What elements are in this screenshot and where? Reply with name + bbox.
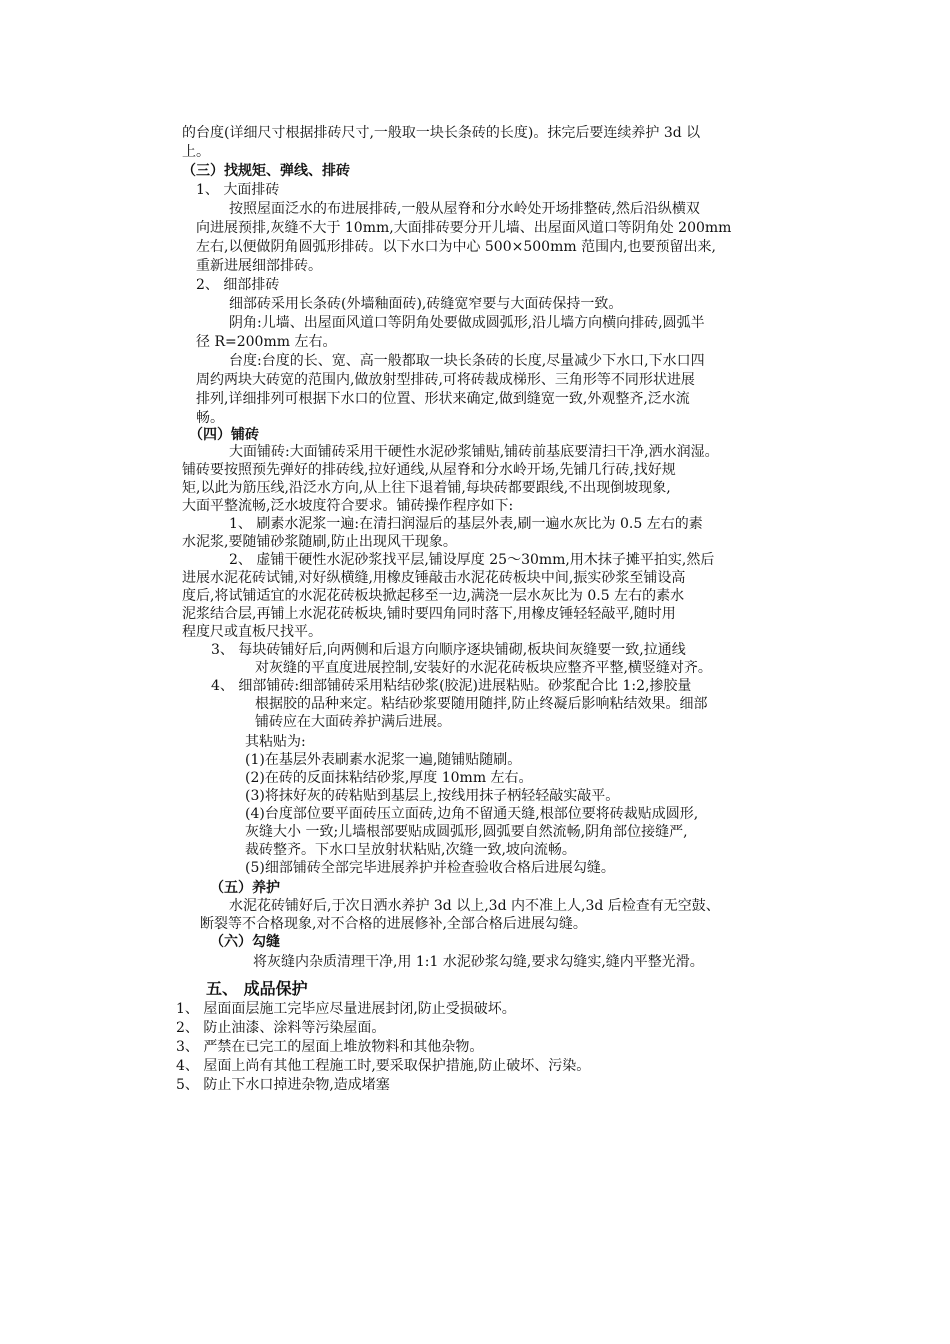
text-line: 排列,详细排列可根据下水口的位置、形状来确定,做到缝宽一致,外观整齐,泛水流: [196, 391, 690, 407]
text-line: 3、 每块砖铺好后,向两侧和后退方向顺序逐块铺砌,板块间灰缝要一致,拉通线: [211, 642, 686, 658]
section-heading: （四）铺砖: [189, 427, 259, 443]
text-line: 度后,将试铺适宜的水泥花砖板块掀起移至一边,满浇一层水灰比为 0.5 左右的素水: [182, 588, 685, 604]
text-line: 1、 刷素水泥浆一遍:在清扫润湿后的基层外表,刷一遍水灰比为 0.5 左右的素: [229, 516, 703, 532]
text-line: 左右,以便做阴角圆弧形排砖。以下水口为中心 500×500mm 范围内,也要预留出来,: [196, 239, 716, 255]
text-line: 重新进展细部排砖。: [196, 258, 322, 274]
text-line: 畅。: [196, 410, 224, 426]
text-line: 断裂等不合格现象,对不合格的进展修补,全部合格后进展勾缝。: [200, 916, 587, 932]
list-item: 5、 防止下水口掉进杂物,造成堵塞: [176, 1077, 390, 1093]
text-line: 进展水泥花砖试铺,对好纵横缝,用橡皮锤敲击水泥花砖板块中间,振实砂浆至铺设高: [182, 570, 686, 586]
text-line: 周约两块大砖宽的范围内,做放射型排砖,可将砖裁成梯形、三角形等不同形状进展: [196, 372, 695, 388]
text-line: 程度尺或直板尺找平。: [182, 624, 322, 640]
text-line: 2、 虚铺干硬性水泥砂浆找平层,铺设厚度 25～30mm,用木抹子摊平拍实,然后: [229, 552, 715, 568]
section-heading: （五）养护: [210, 880, 280, 896]
text-line: 台度:台度的长、宽、高一般都取一块长条砖的长度,尽量减少下水口,下水口四: [229, 353, 705, 369]
text-line: 向进展预排,灰缝不大于 10mm,大面排砖要分开儿墙、出屋面风道口等阴角处 200mm: [196, 220, 732, 236]
text-line: (2)在砖的反面抹粘结砂浆,厚度 10mm 左右。: [245, 770, 533, 786]
chapter-heading: 五、 成品保护: [206, 979, 308, 998]
text-line: 裁砖整齐。下水口呈放射状粘贴,次缝一致,坡向流畅。: [245, 842, 576, 858]
list-item: 1、 屋面面层施工完毕应尽量进展封闭,防止受损破坏。: [176, 1001, 516, 1017]
section-heading: （六）勾缝: [210, 934, 280, 950]
text-line: 水泥花砖铺好后,于次日洒水养护 3d 以上,3d 内不准上人,3d 后检查有无空鼓、: [229, 898, 720, 914]
text-line: 铺砖要按照预先弹好的排砖线,拉好通线,从屋脊和分水岭开场,先铺几行砖,找好规: [182, 462, 676, 478]
subsection-heading: 2、 细部排砖: [196, 277, 280, 293]
text-line: (3)将抹好灰的砖粘贴到基层上,按线用抹子柄轻轻敲实敲平。: [245, 788, 620, 804]
text-line: 细部砖采用长条砖(外墙釉面砖),砖缝宽窄要与大面砖保持一致。: [229, 296, 623, 312]
text-line: (4)台度部位要平面砖压立面砖,边角不留通天缝,根部位要将砖裁贴成圆形,: [245, 806, 699, 822]
text-line: 径 R=200mm 左右。: [196, 334, 337, 350]
text-line: 大面平整流畅,泛水坡度符合要求。铺砖操作程序如下:: [182, 498, 514, 514]
text-line: 上。: [182, 144, 210, 160]
text-line: 其粘贴为:: [245, 734, 306, 750]
text-line: 将灰缝内杂质清理干净,用 1:1 水泥砂浆勾缝,要求勾缝实,缝内平整光滑。: [253, 954, 704, 970]
text-line: 4、 细部铺砖:细部铺砖采用粘结砂浆(胶泥)进展粘贴。砂浆配合比 1:2,掺胶量: [211, 678, 692, 694]
section-heading: （三）找规矩、弹线、排砖: [182, 163, 350, 179]
list-item: 2、 防止油漆、涂料等污染屋面。: [176, 1020, 386, 1036]
text-line: 矩,以此为筋压线,沿泛水方向,从上往下退着铺,每块砖都要跟线,不出现倒坡现象,: [182, 480, 671, 496]
text-line: 的台度(详细尺寸根据排砖尺寸,一般取一块长条砖的长度)。抹完后要连续养护 3d 以: [182, 125, 701, 141]
text-line: 泥浆结合层,再铺上水泥花砖板块,铺时要四角同时落下,用橡皮锤轻轻敲平,随时用: [182, 606, 676, 622]
subsection-heading: 1、 大面排砖: [196, 182, 280, 198]
text-line: 灰缝大小 一致;儿墙根部要贴成圆弧形,圆弧要自然流畅,阴角部位接缝严,: [245, 824, 688, 840]
text-line: 对灰缝的平直度进展控制,安装好的水泥花砖板块应整齐平整,横竖缝对齐。: [255, 660, 712, 676]
text-line: 根据胶的品种来定。粘结砂浆要随用随拌,防止终凝后影响粘结效果。细部: [255, 696, 708, 712]
text-line: 大面铺砖:大面铺砖采用干硬性水泥砂浆铺贴,铺砖前基底要清扫干净,洒水润湿。: [229, 444, 719, 460]
text-line: (1)在基层外表刷素水泥浆一遍,随铺贴随刷。: [245, 752, 522, 768]
text-line: (5)细部铺砖全部完毕进展养护并检查验收合格后进展勾缝。: [245, 860, 615, 876]
list-item: 4、 屋面上尚有其他工程施工时,要采取保护措施,防止破坏、污染。: [176, 1058, 591, 1074]
text-line: 铺砖应在大面砖养护满后进展。: [255, 714, 451, 730]
text-line: 按照屋面泛水的布进展排砖,一般从屋脊和分水岭处开场排整砖,然后沿纵横双: [229, 201, 700, 217]
list-item: 3、 严禁在已完工的屋面上堆放物料和其他杂物。: [176, 1039, 484, 1055]
text-line: 水泥浆,要随铺砂浆随刷,防止出现风干现象。: [182, 534, 457, 550]
text-line: 阴角:儿墙、出屋面风道口等阴角处要做成圆弧形,沿儿墙方向横向排砖,圆弧半: [229, 315, 705, 331]
